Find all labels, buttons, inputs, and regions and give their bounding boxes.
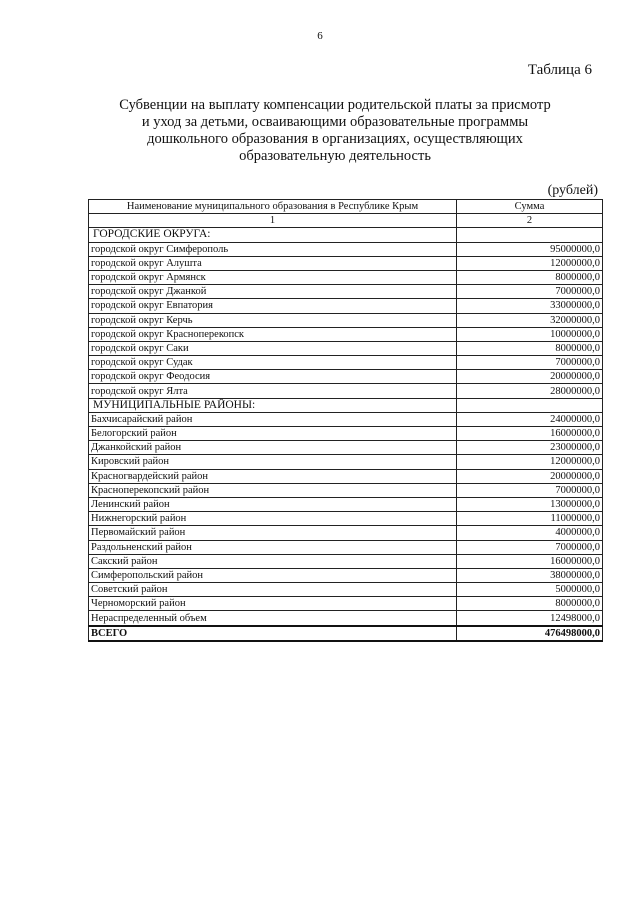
municipality-name: Нераспределенный объем [89,611,457,626]
municipality-name: Ленинский район [89,497,457,511]
subsidy-amount: 16000000,0 [457,554,603,568]
table-row [89,512,603,526]
table-row [89,483,603,497]
subsidy-amount: 28000000,0 [457,384,603,398]
section-urban: ГОРОДСКИЕ ОКРУГА: [89,228,457,242]
table-row [89,270,603,284]
municipality-name: городской округ Алушта [89,256,457,270]
table-row [89,469,603,483]
table-row [89,412,603,426]
section-empty-cell [457,398,603,412]
total-amount: 476498000,0 [457,626,603,641]
subsidy-amount: 10000000,0 [457,327,603,341]
municipality-name: Красноперекопский район [89,483,457,497]
municipality-name: Джанкойский район [89,441,457,455]
table-row [89,384,603,398]
table-row [89,242,603,256]
column-number-row [89,214,603,228]
subsidy-amount: 8000000,0 [457,270,603,284]
section-row [89,398,603,412]
header-row [89,200,603,214]
table-row [89,370,603,384]
page-number: 6 [317,30,323,42]
column-number: 1 [89,214,457,228]
subsidy-amount: 11000000,0 [457,512,603,526]
table-row [89,285,603,299]
municipality-name: городской округ Ялта [89,384,457,398]
subsidy-amount: 12000000,0 [457,256,603,270]
municipality-name: Сакский район [89,554,457,568]
subsidy-amount: 7000000,0 [457,483,603,497]
table-row [89,554,603,568]
table-row [89,611,603,626]
municipality-name: Кировский район [89,455,457,469]
municipality-name: Советский район [89,583,457,597]
table-row [89,356,603,370]
subsidy-amount: 23000000,0 [457,441,603,455]
subsidy-amount: 33000000,0 [457,299,603,313]
total-row [89,626,603,641]
municipality-name: городской округ Красноперекопск [89,327,457,341]
municipality-name: Бахчисарайский район [89,412,457,426]
table-row [89,327,603,341]
table-row [89,341,603,355]
municipality-name: Красногвардейский район [89,469,457,483]
table-row [89,441,603,455]
subsidy-amount: 16000000,0 [457,427,603,441]
table-row [89,299,603,313]
title-line: и уход за детьми, осваивающими образовательные программы [141,114,529,130]
subsidy-amount: 20000000,0 [457,469,603,483]
municipality-name: городской округ Джанкой [89,285,457,299]
subsidy-amount: 32000000,0 [457,313,603,327]
municipality-name: городской округ Евпатория [89,299,457,313]
column-number: 2 [457,214,603,228]
units-label: (рублей) [547,183,598,198]
subsidy-amount: 12498000,0 [457,611,603,626]
municipality-name: городской округ Судак [89,356,457,370]
subsidy-amount: 95000000,0 [457,242,603,256]
municipality-name: Симферопольский район [89,568,457,582]
municipality-name: Черноморский район [89,597,457,611]
subsidy-amount: 8000000,0 [457,597,603,611]
header-name: Наименование муниципального образования в Республике Крым [89,200,457,214]
header-amount: Сумма [457,200,603,214]
table-row [89,568,603,582]
table-row [89,256,603,270]
subsidy-amount: 7000000,0 [457,540,603,554]
title-line: образовательную деятельность [239,148,431,164]
table-row [89,526,603,540]
subsidy-amount: 5000000,0 [457,583,603,597]
subsidy-amount: 13000000,0 [457,497,603,511]
section-empty-cell [457,228,603,242]
table-row [89,313,603,327]
municipality-name: городской округ Саки [89,341,457,355]
subsidy-amount: 20000000,0 [457,370,603,384]
title-line: Субвенции на выплату компенсации родительской платы за присмотр [119,97,551,113]
section-districts: МУНИЦИПАЛЬНЫЕ РАЙОНЫ: [89,398,457,412]
subsidy-table [88,199,603,642]
municipality-name: Белогорский район [89,427,457,441]
total-label: ВСЕГО [89,626,457,641]
subsidy-amount: 38000000,0 [457,568,603,582]
document-title [100,97,570,165]
table-row [89,427,603,441]
subsidy-amount: 4000000,0 [457,526,603,540]
table-row [89,583,603,597]
table-row [89,540,603,554]
subsidy-amount: 8000000,0 [457,341,603,355]
municipality-name: Раздольненский район [89,540,457,554]
municipality-name: городской округ Армянск [89,270,457,284]
municipality-name: городской округ Симферополь [89,242,457,256]
subsidy-amount: 12000000,0 [457,455,603,469]
municipality-name: городской округ Керчь [89,313,457,327]
table-row [89,497,603,511]
subsidy-amount: 7000000,0 [457,356,603,370]
municipality-name: Нижнегорский район [89,512,457,526]
title-line: дошкольного образования в организациях, осуществляющих [147,131,523,147]
subsidy-amount: 24000000,0 [457,412,603,426]
table-label: Таблица 6 [527,62,592,78]
table-row [89,597,603,611]
subsidy-amount: 7000000,0 [457,285,603,299]
section-row [89,228,603,242]
table-row [89,455,603,469]
municipality-name: городской округ Феодосия [89,370,457,384]
municipality-name: Первомайский район [89,526,457,540]
